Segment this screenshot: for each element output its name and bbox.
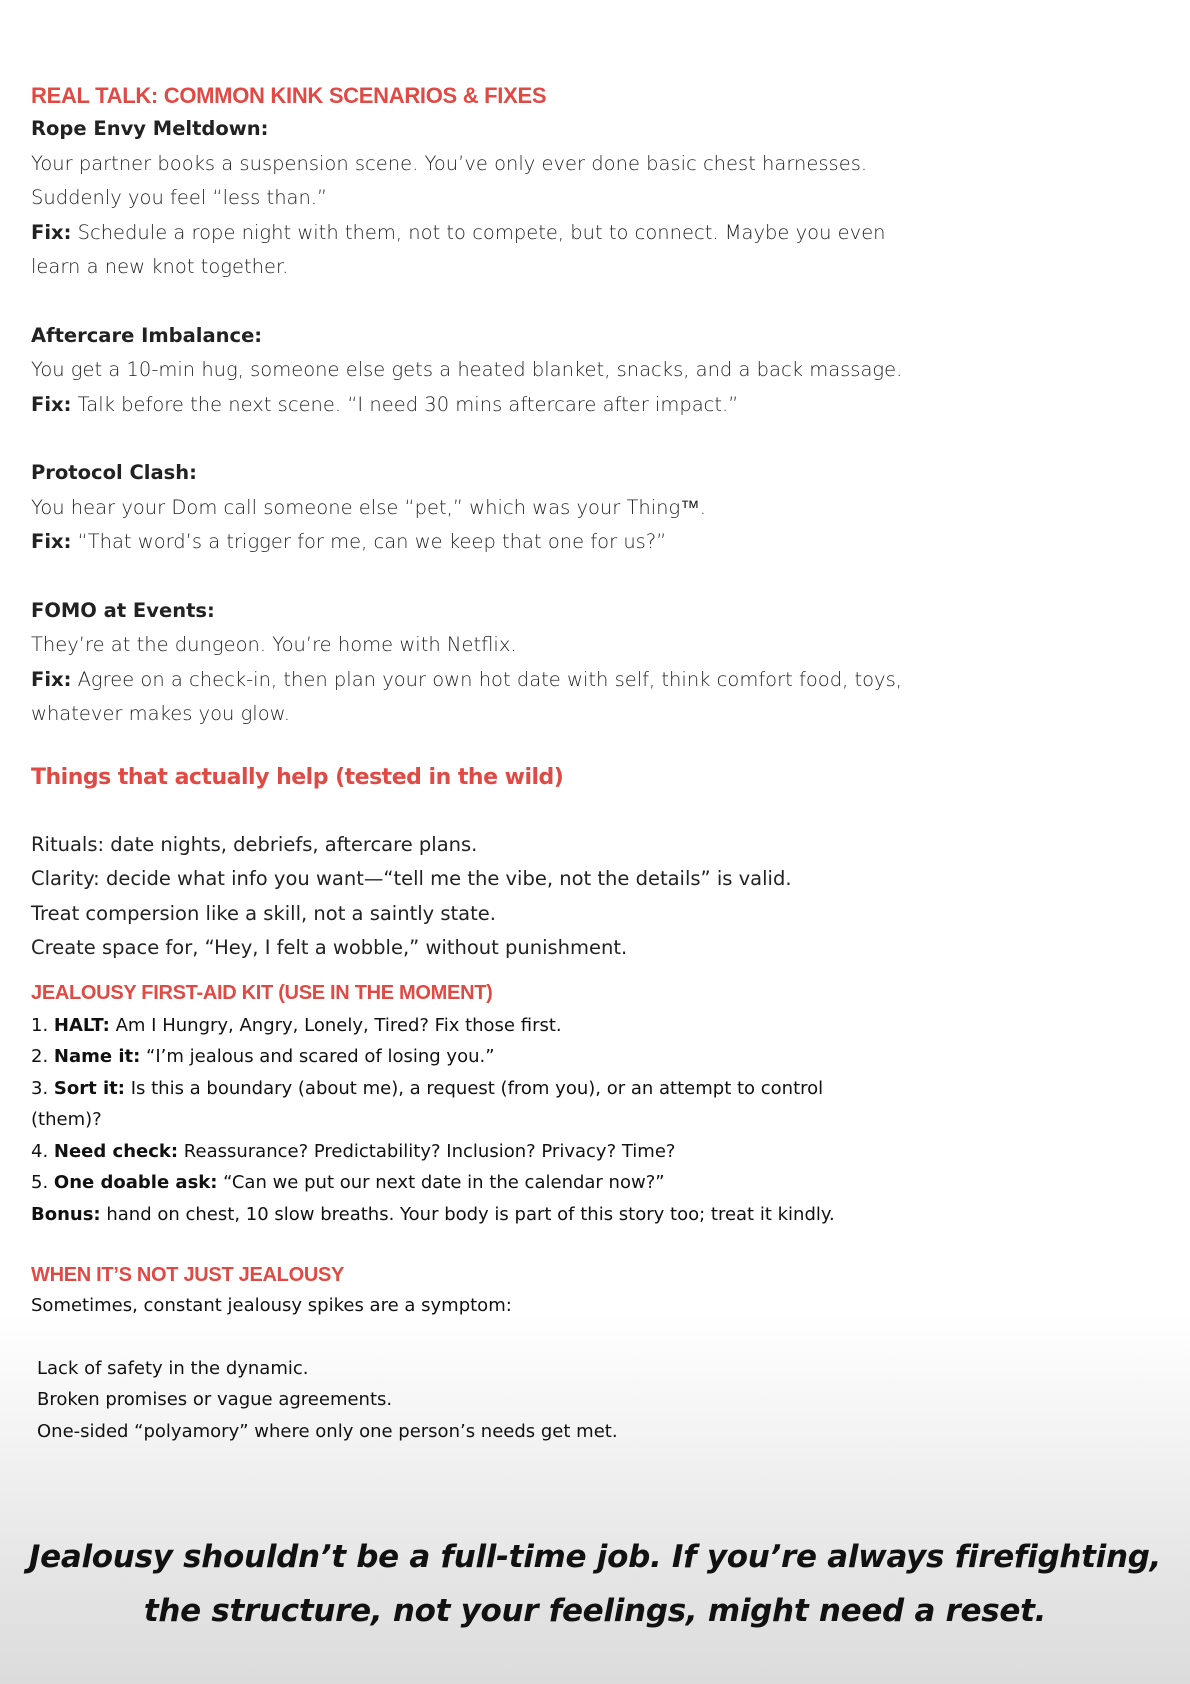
first-aid-kit-list [31, 1010, 1161, 1231]
symptoms-list [37, 1353, 1161, 1448]
scenario-fomo [31, 594, 1161, 732]
step-number: 3. [31, 1077, 54, 1099]
fix-text: Talk before the next scene. “I need 30 mins aftercare after impact.” [71, 392, 739, 416]
list-item [31, 1041, 1161, 1073]
scenario-line: You hear your Dom call someone else “pet,” which was your Thing™. [31, 495, 706, 519]
list-item: Lack of safety in the dynamic. [37, 1357, 309, 1379]
fix-text: Agree on a check-in, then plan your own hot date with self, think comfort food, toys, [71, 667, 902, 691]
scenario-aftercare [31, 319, 1161, 423]
list-item [31, 1136, 1161, 1168]
step-label: HALT: [53, 1014, 110, 1036]
scenario-title: Rope Envy Meltdown: [31, 117, 269, 140]
scenario-fix-cont: learn a new knot together. [31, 255, 289, 278]
kink-scenarios [31, 112, 1161, 732]
bonus-text: hand on chest, 10 slow breaths. Your body is part of this story too; treat it kindly. [100, 1203, 835, 1225]
list-item-cont: (them)? [31, 1109, 102, 1130]
list-item: Clarity: decide what info you want—“tell me the vibe, not the details” is valid. [31, 867, 792, 890]
step-label: Sort it: [53, 1077, 125, 1099]
list-item: Treat compersion like a skill, not a saintly state. [31, 901, 496, 925]
step-text: Am I Hungry, Angry, Lonely, Tired? Fix those first. [109, 1014, 562, 1036]
bonus-item [31, 1199, 1161, 1231]
list-item: Broken promises or vague agreements. [37, 1389, 393, 1410]
list-item: Rituals: date nights, debriefs, aftercare plans. [31, 832, 478, 856]
helps-section-heading: Things that actually help (tested in the wild) [31, 764, 564, 790]
step-text: “Can we put our next date in the calendar now?” [217, 1172, 665, 1193]
fix-label: Fix: [31, 530, 72, 553]
list-item [31, 1010, 1161, 1042]
scenario-fix [31, 525, 1161, 560]
scenario-line: You get a 10-min hug, someone else gets a heated blanket, snacks, and a back massage. [31, 358, 903, 381]
document-page [31, 80, 1161, 1447]
scenario-fix [31, 663, 1161, 698]
scenario-title: Protocol Clash: [31, 461, 197, 484]
list-item [31, 1073, 1161, 1105]
quote-line-2: the structure, not your feelings, might need a reset. [143, 1593, 1047, 1629]
closing-quote [0, 1530, 1190, 1638]
step-label: One doable ask: [53, 1172, 218, 1193]
step-number: 1. [31, 1014, 54, 1036]
step-label: Need check: [53, 1140, 179, 1162]
fix-label: Fix: [31, 220, 72, 244]
scenario-fix [31, 216, 1161, 251]
scenario-title: FOMO at Events: [31, 598, 215, 622]
fix-label: Fix: [31, 667, 72, 691]
symptoms-block [31, 1290, 1161, 1447]
scenario-rope-envy [31, 112, 1161, 285]
scenario-line: Your partner books a suspension scene. You’ve only ever done basic chest harnesses. [31, 151, 868, 175]
symptoms-intro: Sometimes, constant jealousy spikes are a symptom: [31, 1295, 512, 1316]
bonus-label: Bonus: [31, 1203, 101, 1225]
step-text: Reassurance? Predictability? Inclusion? Privacy? Time? [178, 1140, 676, 1162]
step-number: 5. [31, 1172, 54, 1193]
kink-section-heading: REAL TALK: COMMON KINK SCENARIOS & FIXES [31, 83, 547, 108]
kit-section-heading: JEALOUSY FIRST-AID KIT (USE IN THE MOMENT) [31, 981, 493, 1004]
scenario-line: Suddenly you feel “less than.” [31, 186, 328, 209]
fix-text: Schedule a rope night with them, not to compete, but to connect. Maybe you even [71, 220, 886, 244]
scenario-fix-cont: whatever makes you glow. [31, 702, 290, 725]
helps-list [31, 828, 1161, 966]
step-text: Is this a boundary (about me), a request (from you), or an attempt to control [124, 1077, 824, 1099]
scenario-line: They’re at the dungeon. You’re home with Netflix. [31, 633, 517, 656]
list-item: One-sided “polyamory” where only one person’s needs get met. [37, 1420, 618, 1442]
step-text: “I’m jealous and scared of losing you.” [140, 1046, 495, 1067]
scenario-fix [31, 388, 1161, 423]
step-number: 4. [31, 1140, 54, 1162]
step-number: 2. [31, 1046, 54, 1067]
list-item: Create space for, “Hey, I felt a wobble,” without punishment. [31, 936, 628, 959]
scenario-title: Aftercare Imbalance: [31, 323, 263, 347]
fix-text: “That word’s a trigger for me, can we keep that one for us?” [71, 530, 667, 553]
scenario-protocol [31, 456, 1161, 560]
quote-line-1: Jealousy shouldn’t be a full-time job. If you’re always firefighting, [28, 1539, 1162, 1575]
fix-label: Fix: [31, 392, 72, 416]
step-label: Name it: [53, 1046, 141, 1067]
list-item [31, 1167, 1161, 1199]
not-just-section-heading: WHEN IT’S NOT JUST JEALOUSY [31, 1264, 345, 1286]
